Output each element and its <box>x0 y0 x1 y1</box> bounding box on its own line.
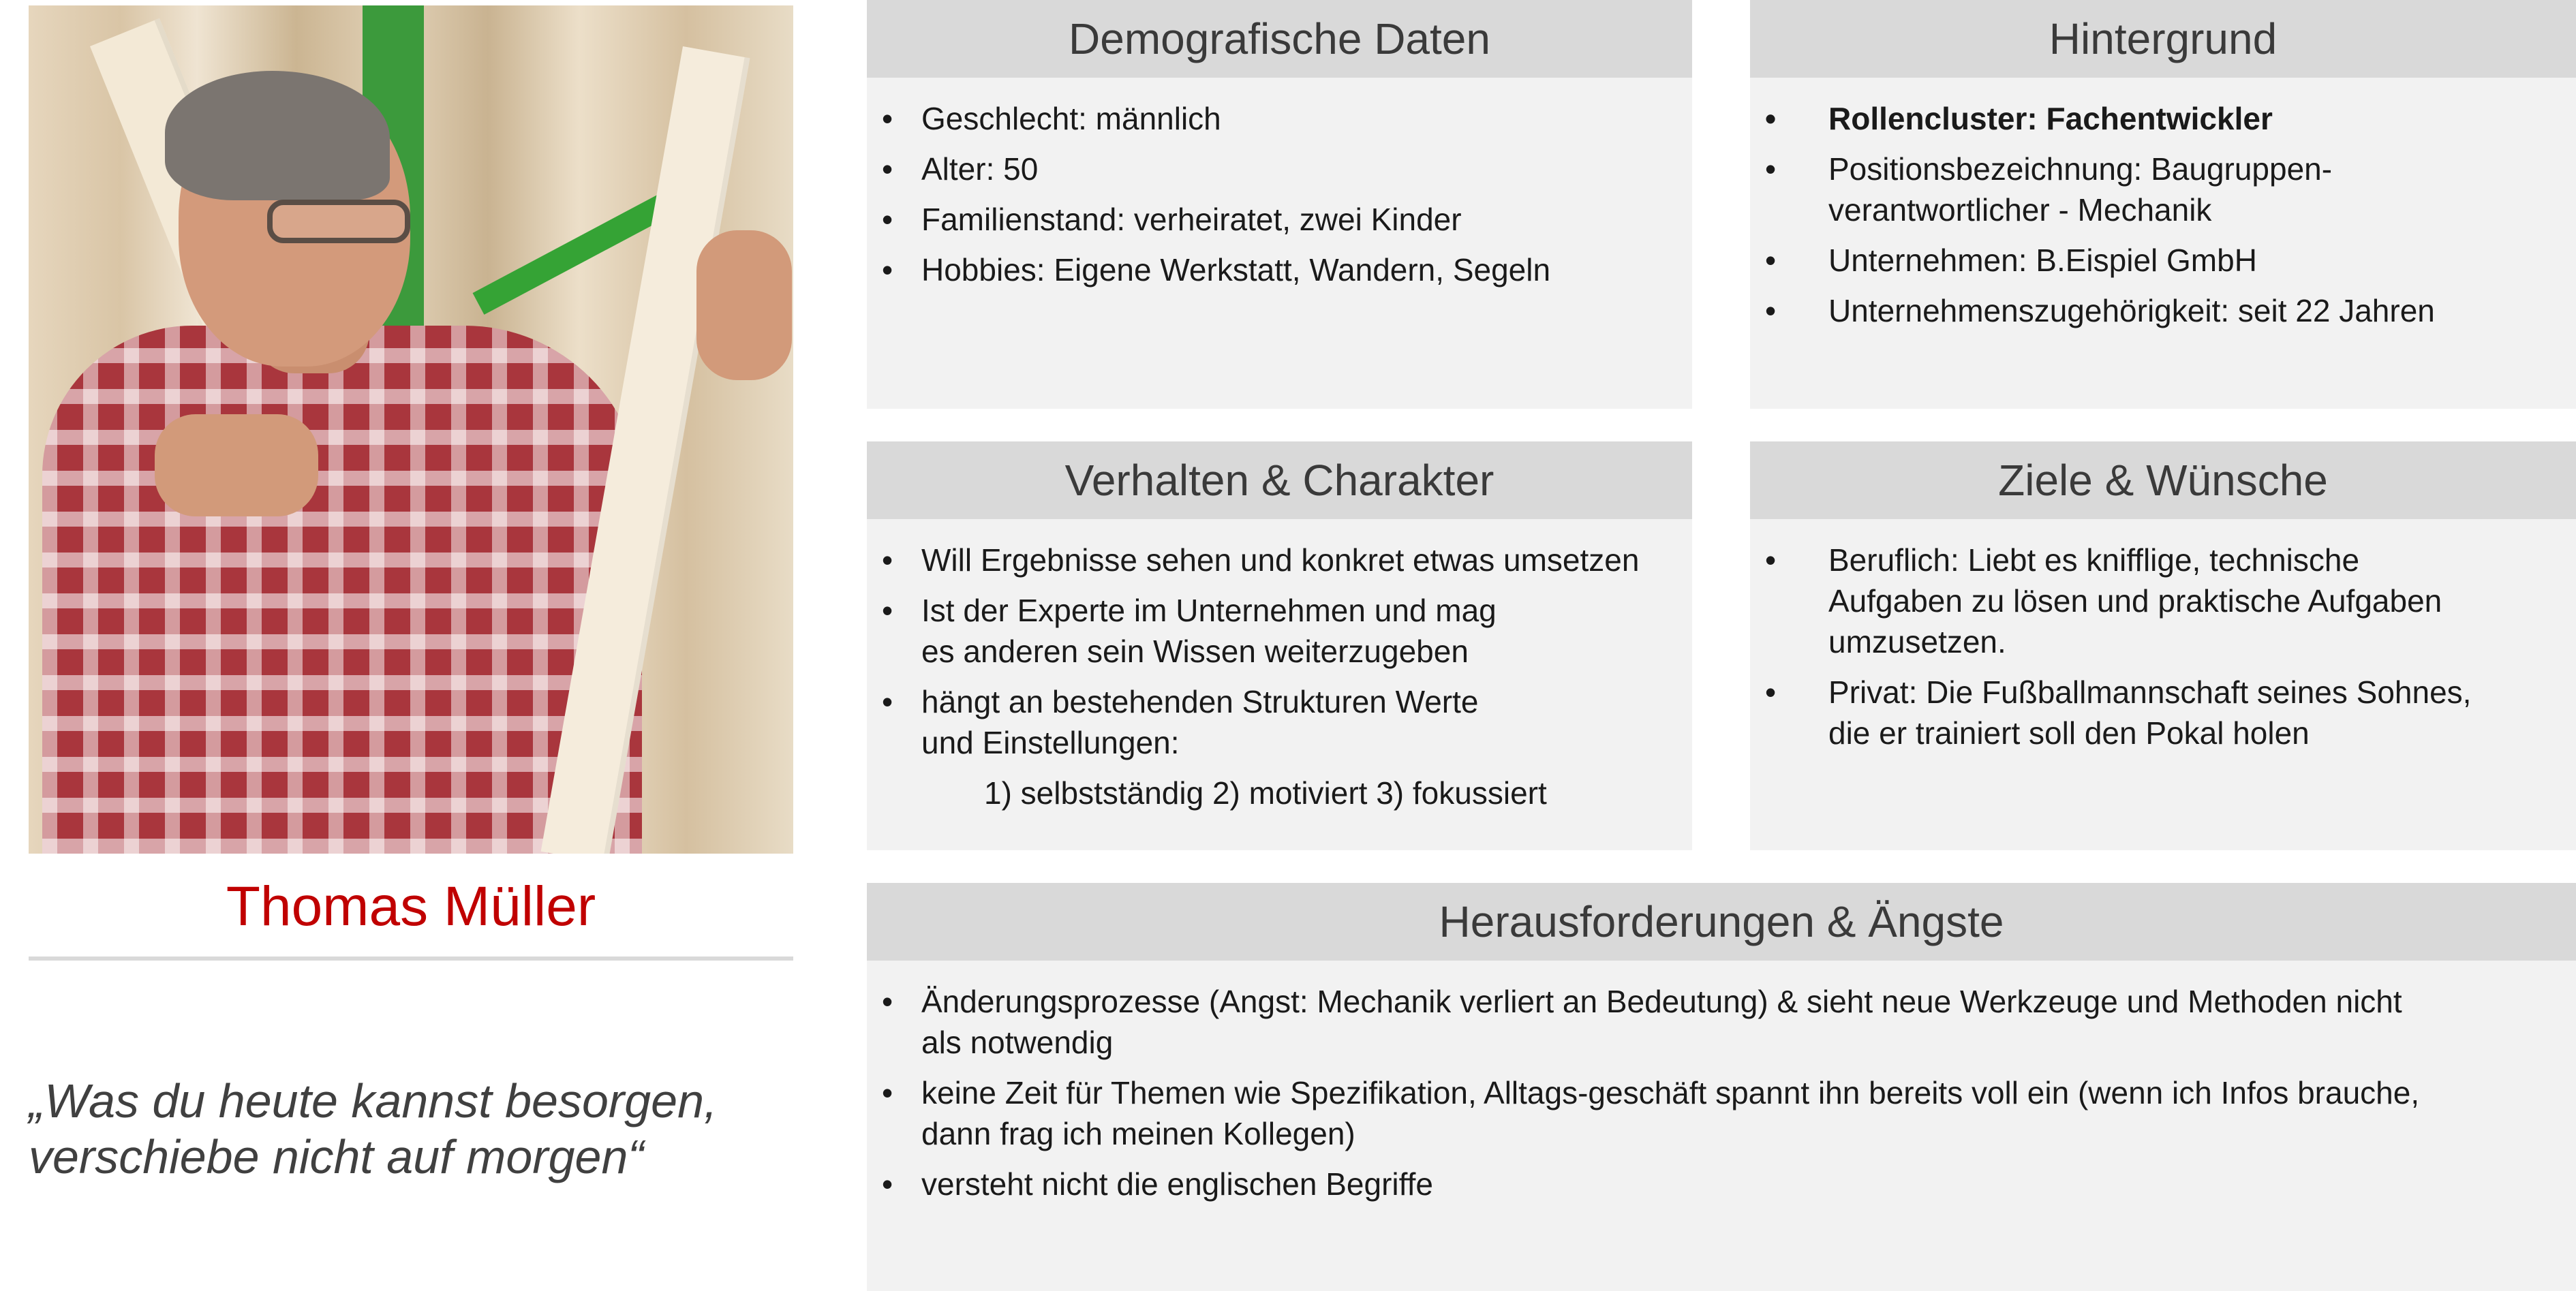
list-item: • keine Zeit für Themen wie Spezifikation, Alltags-geschäft spannt ihn bereits voll ein (wenn ich Infos brauche, dann frag ich meinen Kollegen) <box>867 1072 2576 1154</box>
list-item: • Alter: 50 <box>867 149 1692 189</box>
list-item: • Geschlecht: männlich <box>867 98 1692 139</box>
list-item: • Beruflich: Liebt es knifflige, technische Aufgaben zu lösen und praktische Aufgaben umzusetzen. <box>1750 540 2576 662</box>
card-title: Ziele & Wünsche <box>1750 441 2576 519</box>
list-item: • Will Ergebnisse sehen und konkret etwas umsetzen <box>867 540 1692 580</box>
card-title: Hintergrund <box>1750 0 2576 78</box>
list-item: • Unternehmen: B.Eispiel GmbH <box>1750 240 2576 281</box>
list-item: • hängt an bestehenden Strukturen Werte und Einstellungen: <box>867 681 1692 763</box>
card-title: Herausforderungen & Ängste <box>867 883 2576 961</box>
card-verhalten <box>867 441 1692 850</box>
list-item: • Unternehmenszugehörigkeit: seit 22 Jahren <box>1750 290 2576 331</box>
list-item: • Privat: Die Fußballmannschaft seines Sohnes, die er trainiert soll den Pokal holen <box>1750 672 2576 753</box>
list-item: • Rollencluster: Fachentwickler <box>1750 98 2576 139</box>
card-title: Verhalten & Charakter <box>867 441 1692 519</box>
card-title: Demografische Daten <box>867 0 1692 78</box>
item-list <box>1750 78 2576 331</box>
item-list <box>867 519 1692 763</box>
list-item: • Familienstand: verheiratet, zwei Kinder <box>867 199 1692 240</box>
list-item: • versteht nicht die englischen Begriffe <box>867 1164 2576 1204</box>
list-item: • Positionsbezeichnung: Baugruppen- verantwortlicher - Mechanik <box>1750 149 2576 230</box>
persona-photo <box>29 5 793 854</box>
list-item: • Hobbies: Eigene Werkstatt, Wandern, Segeln <box>867 249 1692 290</box>
card-demografie <box>867 0 1692 409</box>
persona-name: Thomas Müller <box>226 875 596 937</box>
item-list <box>867 78 1692 290</box>
card-herausforderungen <box>867 883 2576 1291</box>
divider <box>29 956 793 961</box>
item-list <box>867 961 2576 1204</box>
list-item: • Ist der Experte im Unternehmen und mag es anderen sein Wissen weiterzugeben <box>867 590 1692 672</box>
item-list <box>1750 519 2576 753</box>
card-hintergrund <box>1750 0 2576 409</box>
persona-quote: „Was du heute kannst besorgen, verschiebe nicht auf morgen“ <box>29 1074 718 1183</box>
list-item: • Änderungsprozesse (Angst: Mechanik verliert an Bedeutung) & sieht neue Werkzeuge und Methoden nicht als notwendig <box>867 981 2576 1063</box>
card-ziele <box>1750 441 2576 850</box>
sub-item: 1) selbstständig 2) motiviert 3) fokussiert <box>984 775 1547 811</box>
